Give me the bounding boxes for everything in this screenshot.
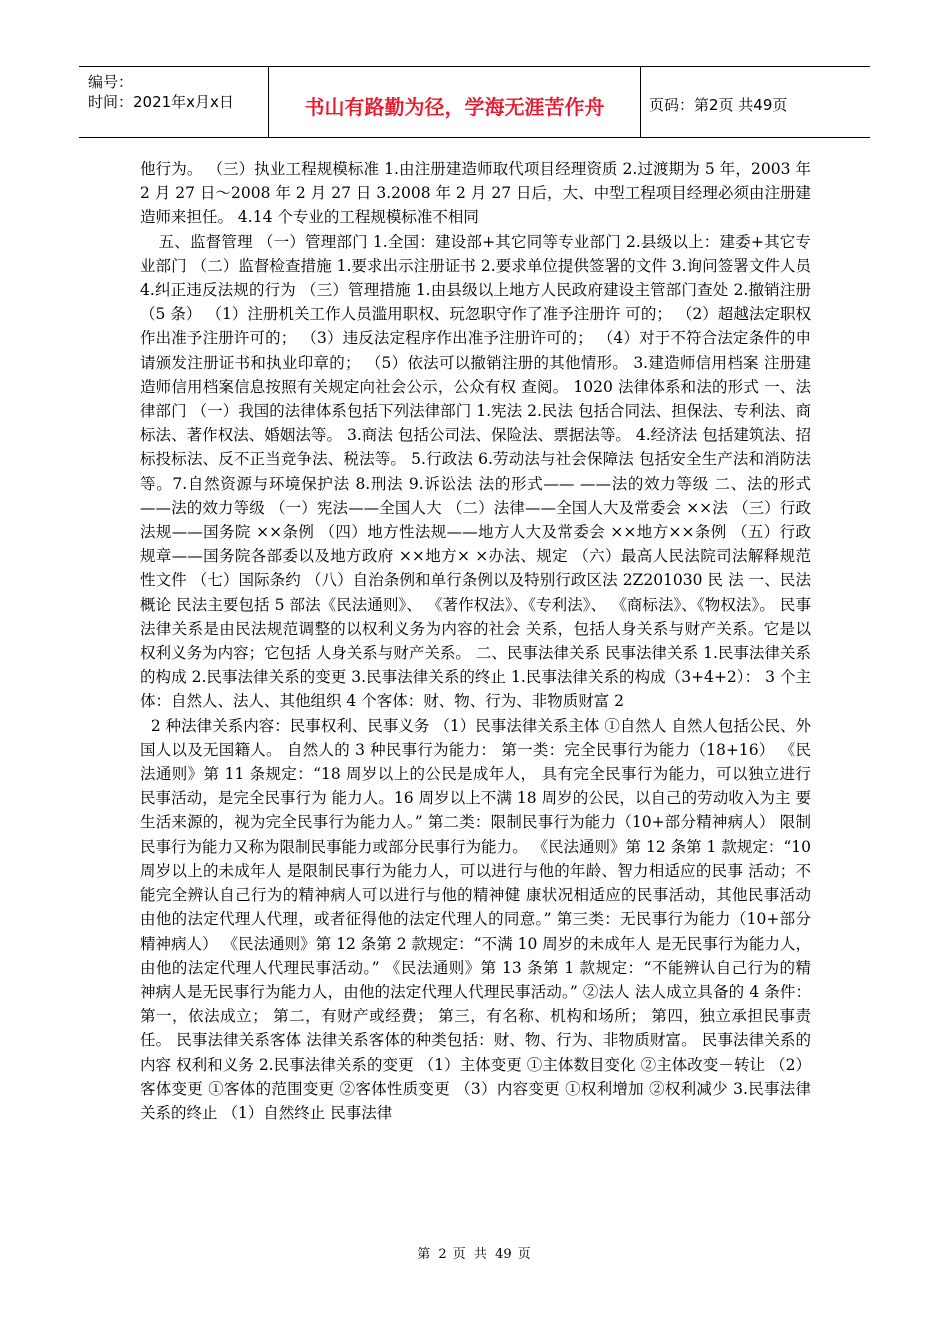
footer-page-number: 2: [438, 1247, 447, 1262]
body-paragraph-3: 2 种法律关系内容：民事权利、民事义务 （1）民事法律关系主体 ①自然人 自然人包括公民、外国人以及无国籍人。 自然人的 3 种民事行为能力： 第一类：完全民事行为能力（18+16） 《民法通则》第 11 条规定：“18 周岁以上的公民是成年人， 具有完全民事行为能力，可以独立进行民事活动，是完全民事行为 能力人。16 周岁以上不满 18 周岁的公民，以自己的劳动收入为主 要生活来源的，视为完全民事行为能力人。” 第二类：限制民事行为能力（10+部分精神病人） 限制民事行为能力又称为限制民事能力或部分民事行为能力。 《民法通则》第 12 条第 1 款规定：“10 周岁以上的未成年人 是限制民事行为能力人，可以进行与他的年龄、智力相适应的民事 活动；不能完全辨认自己行为的精神病人可以进行与他的精神健 康状况相适应的民事活动，其他民事活动由他的法定代理人代理，或者征得他的法定代理人的同意。” 第三类：无民事行为能力（10+部分精神病人） 《民法通则》第 12 条第 2 款规定：“不满 10 周岁的未成年人 是无民事行为能力人，由他的法定代理人代理民事活动。” 《民法通则》第 13 条第 1 款规定：“不能辨认自己行为的精 神病人是无民事行为能力人，由他的法定代理人代理民事活动。” ②法人 法人成立具备的 4 条件： 第一，依法成立； 第二，有财产或经费； 第三，有名称、机构和场所； 第四，独立承担民事责任。 民事法律关系客体 法律关系客体的种类包括：财、物、行为、非物质财富。 民事法律关系的内容 权利和义务 2.民事法律关系的变更 （1）主体变更 ①主体数目变化 ②主体改变－转让 （2）客体变更 ①客体的范围变更 ②客体性质变更 （3）内容变更 ①权利增加 ②权利减少 3.民事法律关系的终止 （1）自然终止 民事法律: [140, 716, 811, 1122]
document-body: [140, 157, 811, 1125]
header-page-info: 页码：第2页 共49页: [649, 95, 788, 114]
document-header: [79, 66, 870, 138]
header-slogan: 书山有路勤为径，学海无涯苦作舟: [269, 67, 641, 137]
doc-code-label: 编号：: [88, 73, 134, 91]
body-paragraph-2: 五、监督管理 （一）管理部门 1.全国：建设部+其它同等专业部门 2.县级以上：建委+其它专业部门 （二）监督检查措施 1.要求出示注册证书 2.要求单位提供签署的文件 3.询问签署文件人员 4.纠正违反法规的行为 （三）管理措施 1.由县级以上地方人民政府建设主管部门查处 2.撤销注册（5 条） （1）注册机关工作人员滥用职权、玩忽职守作了准予注册许 可的； （2）超越法定职权作出准予注册许可的； （3）违反法定程序作出准予注册许可的； （4）对于不符合法定条件的申请颁发注册证书和执业印章的； （5）依法可以撤销注册的其他情形。 3.建造师信用档案 注册建造师信用档案信息按照有关规定向社会公示，公众有权 查阅。 1020 法律体系和法的形式 一、法律部门 （一）我国的法律体系包括下列法律部门 1.宪法 2.民法 包括合同法、担保法、专利法、商标法、著作权法、婚姻法等。 3.商法 包括公司法、保险法、票据法等。 4.经济法 包括建筑法、招标投标法、反不正当竞争法、税法等。 5.行政法 6.劳动法与社会保障法 包括安全生产法和消防法等。7.自然资源与环境保护法 8.刑法 9.诉讼法 法的形式—— ——法的效力等级 二、法的形式——法的效力等级 （一）宪法——全国人大 （二）法律——全国人大及常委会 ××法 （三）行政法规——国务院 ××条例 （四）地方性法规——地方人大及常委会 ××地方××条例 （五）行政规章——国务院各部委以及地方政府 ××地方× ×办法、规定 （六）最高人民法院司法解释规范性文件 （七）国际条约 （八）自治条例和单行条例以及特别行政区法 2Z201030 民 法 一、民法概论 民法主要包括 5 部法《民法通则》、 《著作权法》、《专利法》、 《商标法》、《物权法》。 民事法律关系是由民法规范调整的以权利义务为内容的社会 关系，包括人身关系与财产关系。它是以权利义务为内容；它包括 人身关系与财产关系。 二、民事法律关系 民事法律关系 1.民事法律关系的构成 2.民事法律关系的变更 3.民事法律关系的终止 1.民事法律关系的构成（3+4+2）： 3 个主体：自然人、法人、其他组织 4 个客体：财、物、行为、非物质财富 2: [140, 232, 811, 711]
footer-total-pages: 49: [495, 1247, 512, 1262]
page-footer: [0, 1243, 950, 1262]
footer-prefix: 第: [417, 1247, 433, 1262]
doc-date: 时间：2021年x月x日: [88, 93, 234, 111]
footer-middle: 页 共: [452, 1247, 489, 1262]
header-left-cell: [79, 67, 269, 137]
body-paragraph-1: 他行为。 （三）执业工程规模标准 1.由注册建造师取代项目经理资质 2.过渡期为 5 年，2003 年 2 月 27 日～2008 年 2 月 27 日 3.2008 年 2 月 27 日后，大、中型工程项目经理必须由注册建 造师来担任。 4.14 个专业的工程规模标准不相同: [140, 160, 811, 227]
footer-suffix: 页: [517, 1247, 533, 1262]
